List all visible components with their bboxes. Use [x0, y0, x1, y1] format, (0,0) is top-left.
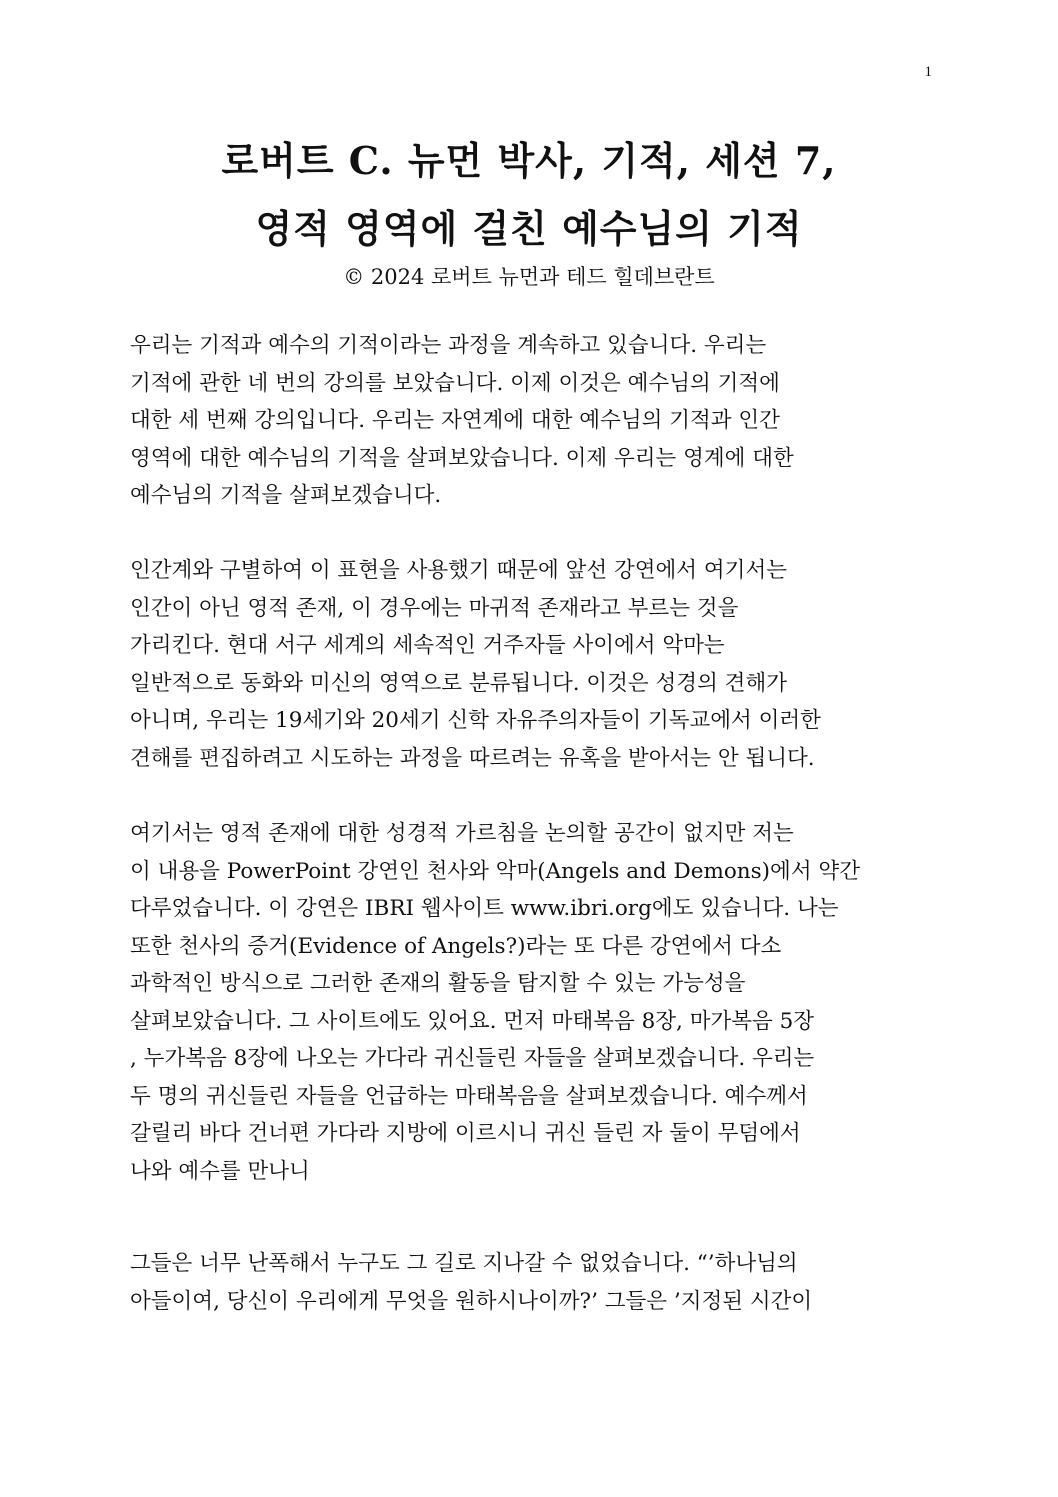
paragraph-line: 인간이 아닌 영적 존재, 이 경우에는 마귀적 존재라고 부르는 것을: [130, 595, 739, 621]
copyright-notice: © 2024 로버트 뉴먼과 테드 힐데브란트: [343, 265, 715, 289]
paragraph-4: [130, 1245, 950, 1320]
paragraph-1: [130, 327, 950, 515]
paragraph-line: 나와 예수를 만나니: [130, 1158, 310, 1184]
paragraph-3: [130, 815, 950, 1190]
paragraph-line: 살펴보았습니다. 그 사이트에도 있어요. 먼저 마태복음 8장, 마가복음 5장: [130, 1008, 815, 1034]
paragraph-line: 두 명의 귀신들린 자들을 언급하는 마태복음을 살펴보겠습니다. 예수께서: [130, 1083, 808, 1109]
paragraph-line: 또한 천사의 증거(Evidence of Angels?)라는 또 다른 강연에서 다소: [130, 933, 782, 959]
paragraph-line: 일반적으로 동화와 미신의 영역으로 분류됩니다. 이것은 성경의 견해가: [130, 670, 787, 696]
paragraph-line: 대한 세 번째 강의입니다. 우리는 자연계에 대한 예수님의 기적과 인간: [130, 408, 780, 433]
paragraph-line: 갈릴리 바다 건너편 가다라 지방에 이르시니 귀신 들린 자 둘이 무덤에서: [130, 1121, 801, 1146]
paragraph-line: 기적에 관한 네 번의 강의를 보았습니다. 이제 이것은 예수님의 기적에: [130, 370, 780, 396]
paragraph-line: 이 내용을 PowerPoint 강연인 천사와 악마(Angels and Demons)에서 약간: [130, 858, 860, 884]
paragraph-line: 여기서는 영적 존재에 대한 성경적 가르침을 논의할 공간이 없지만 저는: [130, 821, 794, 846]
paragraph-line: 다루었습니다. 이 강연은 IBRI 웹사이트 www.ibri.org에도 있습니다. 나는: [130, 896, 839, 921]
paragraph-line: 가리킨다. 현대 서구 세계의 세속적인 거주자들 사이에서 악마는: [130, 633, 725, 658]
paragraph-line: 영역에 대한 예수님의 기적을 살펴보았습니다. 이제 우리는 영계에 대한: [130, 445, 794, 471]
paragraph-line: 아니며, 우리는 19세기와 20세기 신학 자유주의자들이 기독교에서 이러한: [130, 708, 821, 733]
page-number: 1: [924, 64, 932, 80]
page-title-line-1: 로버트 C. 뉴먼 박사, 기적, 세션 7,: [221, 138, 837, 183]
paragraph-line: 견해를 편집하려고 시도하는 과정을 따르려는 유혹을 받아서는 안 됩니다.: [130, 745, 815, 771]
paragraph-line: , 누가복음 8장에 나오는 가다라 귀신들린 자들을 살펴보겠습니다. 우리는: [130, 1046, 815, 1071]
paragraph-line: 인간계와 구별하여 이 표현을 사용했기 때문에 앞선 강연에서 여기서는: [130, 558, 787, 583]
paragraph-line: 우리는 기적과 예수의 기적이라는 과정을 계속하고 있습니다. 우리는: [130, 333, 767, 358]
page-title-line-2: 영적 영역에 걸친 예수님의 기적: [255, 206, 803, 251]
paragraph-2: [130, 552, 950, 777]
paragraph-line: 그들은 너무 난폭해서 누구도 그 길로 지나갈 수 없었습니다. “’하나님의: [130, 1251, 798, 1276]
paragraph-line: 아들이여, 당신이 우리에게 무엇을 원하시나이까?’ 그들은 ’지정된 시간이: [130, 1288, 813, 1314]
paragraph-line: 과학적인 방식으로 그러한 존재의 활동을 탐지할 수 있는 가능성을: [130, 971, 746, 996]
paragraph-line: 예수님의 기적을 살펴보겠습니다.: [130, 483, 442, 508]
